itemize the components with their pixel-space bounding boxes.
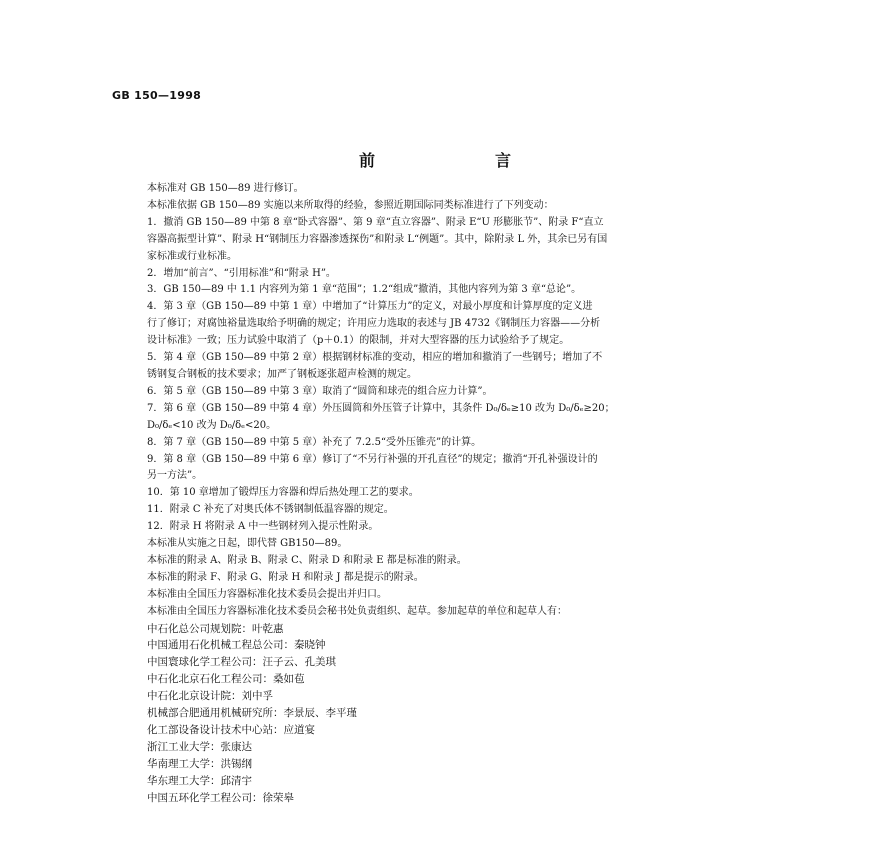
paragraph: 本标准对 GB 150—89 进行修订。 — [147, 183, 304, 194]
list-item-continuation: 容器高振型计算”、附录 H“钢制压力容器渗透探伤”和附录 L“例题”。其中，除附录 L 外，其余已另有国 — [147, 233, 608, 245]
paragraph: 本标准的附录 F、附录 G、附录 H 和附录 J 都是提示的附录。 — [147, 571, 424, 583]
paragraph: 本标准依据 GB 150—89 实施以来所取得的经验，参照近期国际同类标准进行了下列变动： — [147, 199, 554, 211]
list-item: 9．第 8 章（GB 150—89 中第 6 章）修订了“不另行补强的开孔直径”的规定；撤消“开孔补强设计的 — [147, 453, 598, 465]
list-item: 11．附录 C 补充了对奥氏体不锈钢制低温容器的规定。 — [147, 504, 394, 516]
standard-number: GB 150—1998 — [112, 89, 202, 102]
page-title: 前 言 — [358, 151, 563, 170]
drafter-entry: 中石化北京设计院：刘中孚 — [147, 690, 273, 703]
drafter-entry: 机械部合肥通用机械研究所：李景辰、李平瑾 — [147, 707, 357, 720]
list-item: 3．GB 150—89 中 1.1 内容列为第 1 章“范围”；1.2“组成”撤消，其他内容列为第 3 章“总论”。 — [147, 284, 582, 296]
drafter-entry: 中国寰球化学工程公司：汪子云、孔美琪 — [147, 656, 336, 669]
list-item: 12．附录 H 将附录 A 中一些钢材列入提示性附录。 — [147, 521, 379, 533]
list-item: 10．第 10 章增加了锻焊压力容器和焊后热处理工艺的要求。 — [147, 487, 419, 499]
list-item-continuation: 锈钢复合钢板的技术要求；加严了钢板逐张超声检测的规定。 — [147, 368, 417, 380]
drafter-entry: 华东理工大学：邱清宇 — [147, 774, 252, 787]
paragraph: 本标准的附录 A、附录 B、附录 C、附录 D 和附录 E 都是标准的附录。 — [147, 554, 467, 566]
list-item-continuation: 行了修订；对腐蚀裕量选取给予明确的规定；许用应力选取的表述与 JB 4732《钢制压力容器——分析 — [147, 318, 601, 330]
foreword-body — [147, 181, 790, 807]
list-item: 6．第 5 章（GB 150—89 中第 3 章）取消了“圆筒和球壳的组合应力计算”。 — [147, 385, 493, 397]
list-item: 8．第 7 章（GB 150—89 中第 5 章）补充了 7.2.5“受外压锥壳”的计算。 — [147, 436, 482, 448]
list-item-continuation: 家标准或行业标准。 — [147, 250, 237, 262]
list-item: 7．第 6 章（GB 150—89 中第 4 章）外压圆筒和外压管子计算中，其条件 D₀/δₑ≥10 改为 D₀/δₑ≥20； — [147, 402, 615, 414]
paragraph: 本标准由全国压力容器标准化技术委员会提出并归口。 — [147, 588, 387, 600]
drafter-entry: 化工部设备设计技术中心站：应道宴 — [147, 724, 315, 736]
drafter-entry: 浙江工业大学：张康达 — [147, 740, 252, 753]
list-item: 1．撤消 GB 150—89 中第 8 章“卧式容器”、第 9 章“直立容器”、附录 E“U 形膨胀节”、附录 F“直立 — [147, 216, 604, 228]
drafter-entry: 中石化总公司规划院：叶乾惠 — [147, 622, 284, 635]
drafter-entry: 中国通用石化机械工程总公司：秦晓钟 — [147, 639, 326, 652]
drafter-entry: 中国五环化学工程公司：徐荣皋 — [147, 791, 294, 804]
list-item-continuation: 另一方法”。 — [147, 470, 203, 482]
drafter-entry: 中石化北京石化工程公司：桑如苞 — [147, 673, 305, 686]
list-item-continuation: 设计标准》一致；压力试验中取消了（p＋0.1）的限制，并对大型容器的压力试验给予了规定。 — [147, 335, 570, 347]
paragraph: 本标准从实施之日起，即代替 GB150—89。 — [147, 538, 348, 550]
paragraph: 本标准由全国压力容器标准化技术委员会秘书处负责组织、起草。参加起草的单位和起草人有： — [147, 605, 567, 617]
list-item: 5．第 4 章（GB 150—89 中第 2 章）根据钢材标准的变动，相应的增加和撤消了一些钢号；增加了不 — [147, 352, 603, 364]
list-item: 4．第 3 章（GB 150—89 中第 1 章）中增加了“计算压力”的定义，对最小厚度和计算厚度的定义进 — [147, 301, 593, 313]
list-item: 2．增加“前言”、“引用标准”和“附录 H”。 — [147, 267, 336, 279]
drafter-entry: 华南理工大学：洪锡纲 — [147, 757, 252, 770]
list-item-continuation: D₀/δₑ<10 改为 D₀/δₑ<20。 — [147, 419, 277, 431]
